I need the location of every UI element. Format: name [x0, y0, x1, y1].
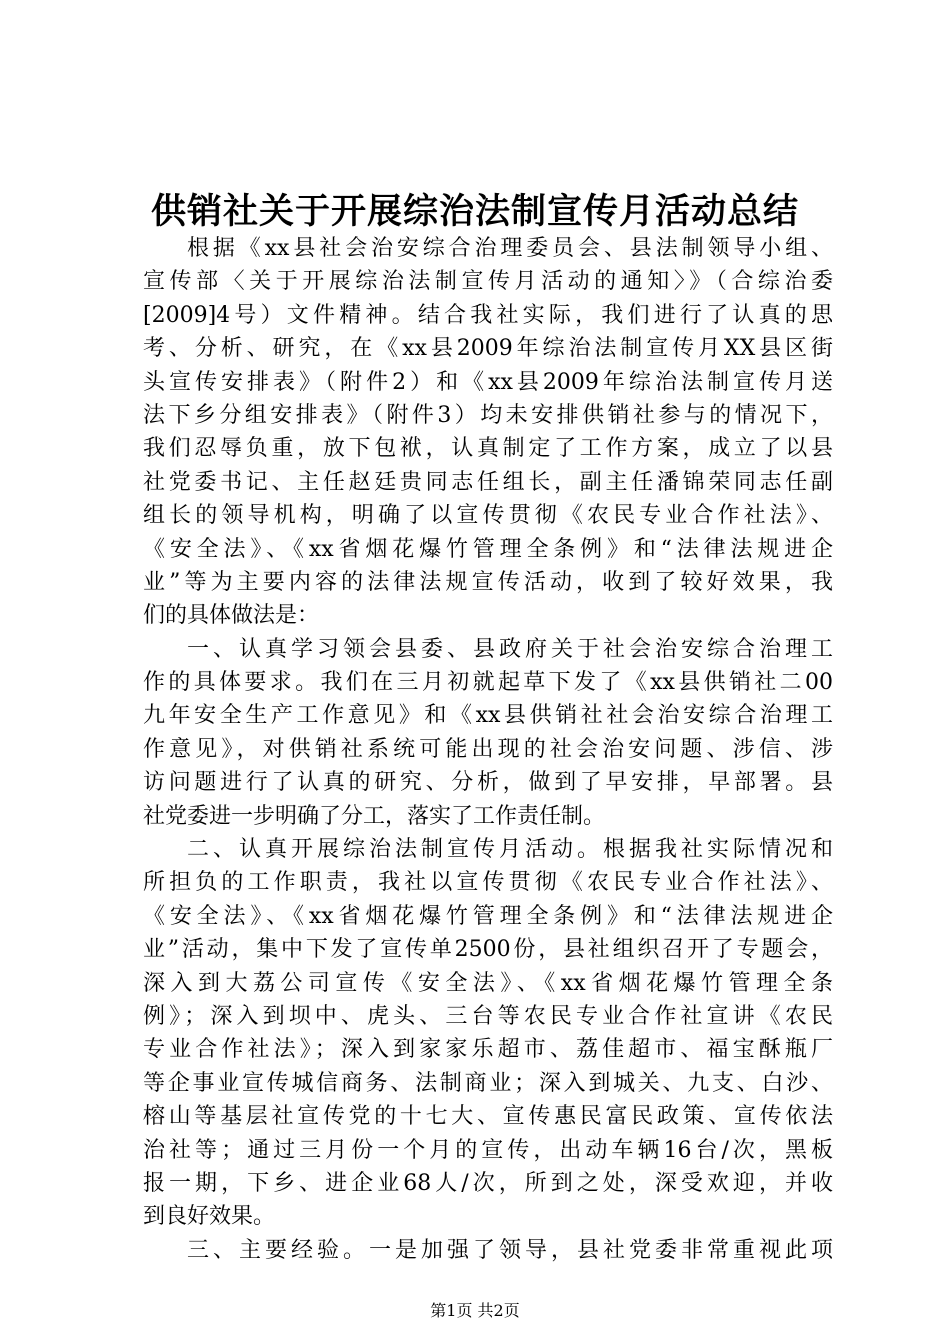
paragraph-line: 二、认真开展综治法制宣传月活动。根据我社实际情况和 [187, 837, 833, 863]
paragraph-line: 深入到大荔公司宣传《安全法》、《xx省烟花爆竹管理全条 [143, 970, 833, 996]
paragraph-line: 三、主要经验。一是加强了领导，县社党委非常重视此项 [187, 1237, 833, 1263]
paragraph-line: 考、分析、研究，在《xx县2009年综治法制宣传月XX县区街 [143, 336, 833, 362]
document-body [143, 232, 833, 1267]
paragraph-line: 业”活动，集中下发了宣传单2500份，县社组织召开了专题会， [143, 937, 833, 963]
paragraph-line: 社党委书记、主任赵廷贵同志任组长，副主任潘锦荣同志任副 [143, 469, 833, 495]
paragraph-line: 社党委进一步明确了分工，落实了工作责任制。 [143, 803, 606, 829]
document-title: 供销社关于开展综治法制宣传月活动总结 [150, 191, 799, 232]
paragraph-line: [2009]4号）文件精神。结合我社实际，我们进行了认真的思 [143, 302, 833, 328]
paragraph-line: 作的具体要求。我们在三月初就起草下发了《xx县供销社二00 [143, 670, 833, 696]
paragraph-line: 业”等为主要内容的法律法规宣传活动，收到了较好效果，我 [143, 569, 833, 595]
paragraph-line: 我们忍辱负重，放下包袱，认真制定了工作方案，成立了以县 [143, 436, 833, 462]
paragraph-line: 到良好效果。 [143, 1204, 276, 1230]
paragraph-line: 宣传部〈关于开展综治法制宣传月活动的通知〉》（合综治委 [143, 269, 833, 295]
paragraph-line: 专业合作社法》；深入到家家乐超市、荔佳超市、福宝酥瓶厂 [143, 1037, 833, 1063]
paragraph-line: 等企事业宣传城信商务、法制商业；深入到城关、九支、白沙、 [143, 1070, 833, 1096]
paragraph-line: 头宣传安排表》（附件2）和《xx县2009年综治法制宣传月送 [143, 369, 833, 395]
page-footer: 第1页 共2页 [430, 1301, 520, 1320]
paragraph-line: 根据《xx县社会治安综合治理委员会、县法制领导小组、 [187, 236, 833, 261]
paragraph-line: 访问题进行了认真的研究、分析，做到了早安排，早部署。县 [143, 770, 833, 796]
paragraph-line: 们的具体做法是： [143, 603, 320, 629]
paragraph-line: 治社等；通过三月份一个月的宣传，出动车辆16台/次，黑板 [143, 1137, 833, 1163]
paragraph-line: 九年安全生产工作意见》和《xx县供销社社会治安综合治理工 [143, 703, 833, 729]
paragraph-line: 《安全法》、《xx省烟花爆竹管理全条例》和“法律法规进企 [143, 903, 833, 929]
paragraph-line: 《安全法》、《xx省烟花爆竹管理全条例》和“法律法规进企 [143, 536, 833, 562]
paragraph-line: 榕山等基层社宣传党的十七大、宣传惠民富民政策、宣传依法 [143, 1104, 833, 1130]
paragraph-line: 所担负的工作职责，我社以宣传贯彻《农民专业合作社法》、 [143, 870, 833, 896]
paragraph-line: 组长的领导机构，明确了以宣传贯彻《农民专业合作社法》、 [143, 503, 833, 529]
paragraph-line: 一、认真学习领会县委、县政府关于社会治安综合治理工 [187, 636, 833, 662]
paragraph-line: 例》；深入到坝中、虎头、三台等农民专业合作社宣讲《农民 [143, 1003, 833, 1029]
paragraph-line: 法下乡分组安排表》（附件3）均未安排供销社参与的情况下， [143, 402, 833, 428]
paragraph-line: 作意见》，对供销社系统可能出现的社会治安问题、涉信、涉 [143, 736, 833, 762]
paragraph-line: 报一期，下乡、进企业68人/次，所到之处，深受欢迎，并收 [143, 1170, 833, 1196]
